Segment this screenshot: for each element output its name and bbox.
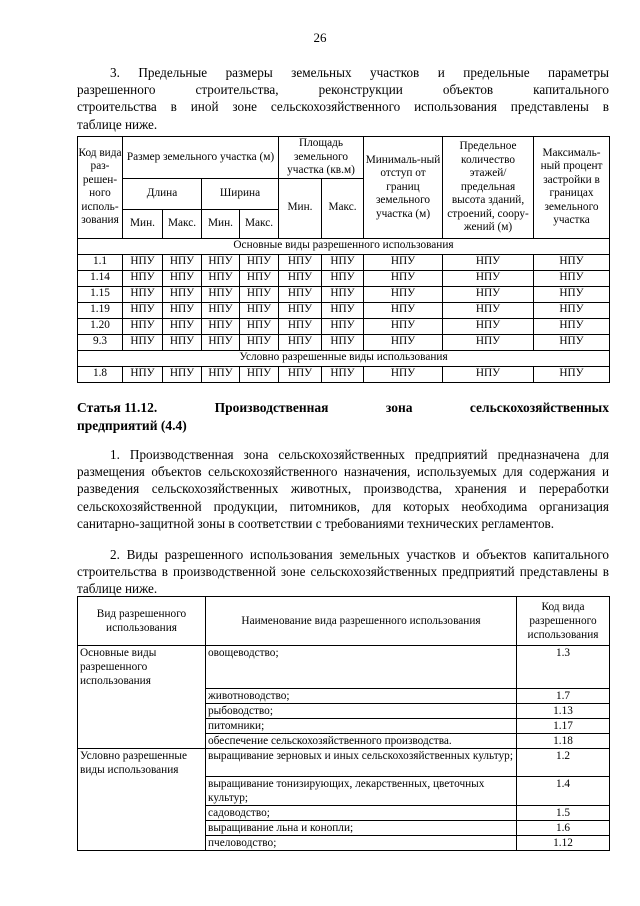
section-main-uses: Основные виды разрешенного использования xyxy=(78,238,610,254)
group-cell-continued xyxy=(78,836,206,851)
use-code: 1.6 xyxy=(517,821,610,836)
row-value: НПУ xyxy=(240,270,279,286)
row-value: НПУ xyxy=(322,254,364,270)
row-value: НПУ xyxy=(123,254,163,270)
row-value: НПУ xyxy=(163,270,202,286)
row-code: 1.8 xyxy=(78,366,123,382)
header-use-code: Код вида разрешенного использования xyxy=(517,597,610,646)
row-value: НПУ xyxy=(443,366,534,382)
table-row xyxy=(78,366,610,382)
use-name: выращивание льна и конопли; xyxy=(206,821,517,836)
use-name: выращивание зерновых и иных сельскохозяйственных культур; xyxy=(206,748,517,777)
limits-table xyxy=(77,136,610,383)
row-value: НПУ xyxy=(279,302,322,318)
row-value: НПУ xyxy=(163,334,202,350)
row-value: НПУ xyxy=(240,254,279,270)
use-code: 1.5 xyxy=(517,806,610,821)
table-row xyxy=(78,748,610,777)
row-value: НПУ xyxy=(322,366,364,382)
row-value: НПУ xyxy=(534,254,610,270)
use-code: 1.18 xyxy=(517,733,610,748)
use-name: животноводство; xyxy=(206,688,517,703)
row-value: НПУ xyxy=(364,334,443,350)
use-name: пчеловодство; xyxy=(206,836,517,851)
row-value: НПУ xyxy=(322,270,364,286)
row-value: НПУ xyxy=(322,334,364,350)
table-row xyxy=(78,254,610,270)
use-name: овощеводство; xyxy=(206,646,517,689)
row-code: 9.3 xyxy=(78,334,123,350)
use-code: 1.3 xyxy=(517,646,610,689)
article-word-1: Производственная xyxy=(214,400,329,415)
intro-line-1: 3. Предельные размеры земельных участков и предельные параметры xyxy=(110,65,609,80)
row-value: НПУ xyxy=(443,334,534,350)
header-use-name: Наименование вида разрешенного использования xyxy=(206,597,517,646)
use-code: 1.13 xyxy=(517,703,610,718)
row-value: НПУ xyxy=(163,302,202,318)
group-cell-continued xyxy=(78,777,206,806)
row-value: НПУ xyxy=(443,286,534,302)
article-line-2: предприятий (4.4) xyxy=(77,417,187,433)
row-value: НПУ xyxy=(202,270,240,286)
row-value: НПУ xyxy=(534,366,610,382)
table-row xyxy=(78,646,610,689)
header-length-max: Макс. xyxy=(163,209,202,238)
row-value: НПУ xyxy=(123,302,163,318)
table-row xyxy=(78,836,610,851)
row-code: 1.1 xyxy=(78,254,123,270)
group-conditional-uses: Условно разрешенные виды использования xyxy=(78,748,206,777)
table-row xyxy=(78,318,610,334)
article-word-3: сельскохозяйственных xyxy=(469,400,609,415)
row-value: НПУ xyxy=(202,302,240,318)
intro-paragraph xyxy=(77,64,609,133)
header-coverage: Максималь-ный процент застройки в границах земельного участка xyxy=(534,137,610,239)
row-value: НПУ xyxy=(534,318,610,334)
row-value: НПУ xyxy=(240,334,279,350)
row-value: НПУ xyxy=(322,302,364,318)
row-value: НПУ xyxy=(364,318,443,334)
use-code: 1.7 xyxy=(517,688,610,703)
row-value: НПУ xyxy=(443,302,534,318)
table-row xyxy=(78,302,610,318)
paragraph-1: 1. Производственная зона сельскохозяйственных предприятий предназначена для размещения объектов сельскохозяйственного назначения, используемых для содержания и разведения сельскохозяйственных животных, производства, хранения и переработки сельскохозяйственной продукции, питомников, для которых необходима организация санитарно-защитной зоны в соответствии с требованиями технических регламентов. xyxy=(77,447,609,531)
header-width: Ширина xyxy=(202,178,279,209)
header-setback: Минималь-ный отступ от границ земельного участка (м) xyxy=(364,137,443,239)
row-value: НПУ xyxy=(443,318,534,334)
header-area-max: Макс. xyxy=(322,178,364,238)
use-name: садоводство; xyxy=(206,806,517,821)
use-code: 1.4 xyxy=(517,777,610,806)
row-value: НПУ xyxy=(364,254,443,270)
row-code: 1.15 xyxy=(78,286,123,302)
row-value: НПУ xyxy=(163,318,202,334)
article-heading xyxy=(77,399,609,434)
row-value: НПУ xyxy=(279,254,322,270)
header-code: Код вида раз-решен-ного исполь-зования xyxy=(78,137,123,239)
row-value: НПУ xyxy=(443,254,534,270)
header-width-max: Макс. xyxy=(240,209,279,238)
table-row xyxy=(78,703,610,718)
row-value: НПУ xyxy=(163,254,202,270)
group-cell-continued xyxy=(78,806,206,821)
header-area: Площадь земельного участка (кв.м) xyxy=(279,137,364,179)
row-value: НПУ xyxy=(123,286,163,302)
row-value: НПУ xyxy=(202,254,240,270)
article-label: Статья 11.12. xyxy=(77,400,158,415)
row-code: 1.19 xyxy=(78,302,123,318)
row-value: НПУ xyxy=(279,286,322,302)
table-row xyxy=(78,688,610,703)
row-value: НПУ xyxy=(202,286,240,302)
use-name: рыбоводство; xyxy=(206,703,517,718)
table-row xyxy=(78,777,610,806)
table-row xyxy=(78,806,610,821)
group-cell-continued xyxy=(78,703,206,718)
row-value: НПУ xyxy=(123,334,163,350)
intro-line-3: строительства в иной зоне сельскохозяйственного использования представлены в xyxy=(77,99,609,115)
row-value: НПУ xyxy=(123,318,163,334)
row-value: НПУ xyxy=(240,318,279,334)
row-value: НПУ xyxy=(279,270,322,286)
group-cell-continued xyxy=(78,718,206,733)
row-value: НПУ xyxy=(163,286,202,302)
use-name: обеспечение сельскохозяйственного производства. xyxy=(206,733,517,748)
row-value: НПУ xyxy=(240,286,279,302)
row-value: НПУ xyxy=(534,286,610,302)
row-value: НПУ xyxy=(163,366,202,382)
row-value: НПУ xyxy=(364,302,443,318)
group-cell-continued xyxy=(78,688,206,703)
row-value: НПУ xyxy=(534,302,610,318)
use-code: 1.17 xyxy=(517,718,610,733)
row-code: 1.20 xyxy=(78,318,123,334)
row-value: НПУ xyxy=(322,318,364,334)
paragraph-2: 2. Виды разрешенного использования земельных участков и объектов капитального строительства в производственной зоне сельскохозяйственных предприятий представлены в таблице ниже. xyxy=(77,547,609,597)
use-code: 1.2 xyxy=(517,748,610,777)
table-row xyxy=(78,821,610,836)
header-use-group: Вид разрешенного использования xyxy=(78,597,206,646)
header-width-min: Мин. xyxy=(202,209,240,238)
group-main-uses: Основные виды разрешенного использования xyxy=(78,646,206,689)
row-value: НПУ xyxy=(202,318,240,334)
intro-line-2: разрешенного строительства, реконструкции объектов капитального xyxy=(77,82,609,98)
header-length: Длина xyxy=(123,178,202,209)
page-number: 26 xyxy=(313,30,327,45)
table-row xyxy=(78,334,610,350)
use-code: 1.12 xyxy=(517,836,610,851)
table-row xyxy=(78,733,610,748)
row-value: НПУ xyxy=(364,270,443,286)
use-types-table xyxy=(77,596,610,851)
table-row xyxy=(78,286,610,302)
header-size: Размер земельного участка (м) xyxy=(123,137,279,179)
group-cell-continued xyxy=(78,733,206,748)
group-cell-continued xyxy=(78,821,206,836)
article-word-2: зона xyxy=(385,400,413,415)
row-value: НПУ xyxy=(443,270,534,286)
table-row xyxy=(78,270,610,286)
header-length-min: Мин. xyxy=(123,209,163,238)
header-floors: Предельное количество этажей/ предельная высота зданий, строений, соору-жений (м) xyxy=(443,137,534,239)
row-value: НПУ xyxy=(123,270,163,286)
section-conditional-uses: Условно разрешенные виды использования xyxy=(78,350,610,366)
row-value: НПУ xyxy=(364,366,443,382)
row-value: НПУ xyxy=(322,286,364,302)
row-value: НПУ xyxy=(534,334,610,350)
intro-line-4: таблице ниже. xyxy=(77,116,158,132)
row-code: 1.14 xyxy=(78,270,123,286)
row-value: НПУ xyxy=(240,302,279,318)
use-name: питомники; xyxy=(206,718,517,733)
row-value: НПУ xyxy=(240,366,279,382)
table-row xyxy=(78,718,610,733)
row-value: НПУ xyxy=(123,366,163,382)
row-value: НПУ xyxy=(279,334,322,350)
row-value: НПУ xyxy=(202,334,240,350)
header-area-min: Мин. xyxy=(279,178,322,238)
row-value: НПУ xyxy=(279,366,322,382)
use-name: выращивание тонизирующих, лекарственных, цветочных культур; xyxy=(206,777,517,806)
row-value: НПУ xyxy=(279,318,322,334)
row-value: НПУ xyxy=(364,286,443,302)
row-value: НПУ xyxy=(534,270,610,286)
row-value: НПУ xyxy=(202,366,240,382)
